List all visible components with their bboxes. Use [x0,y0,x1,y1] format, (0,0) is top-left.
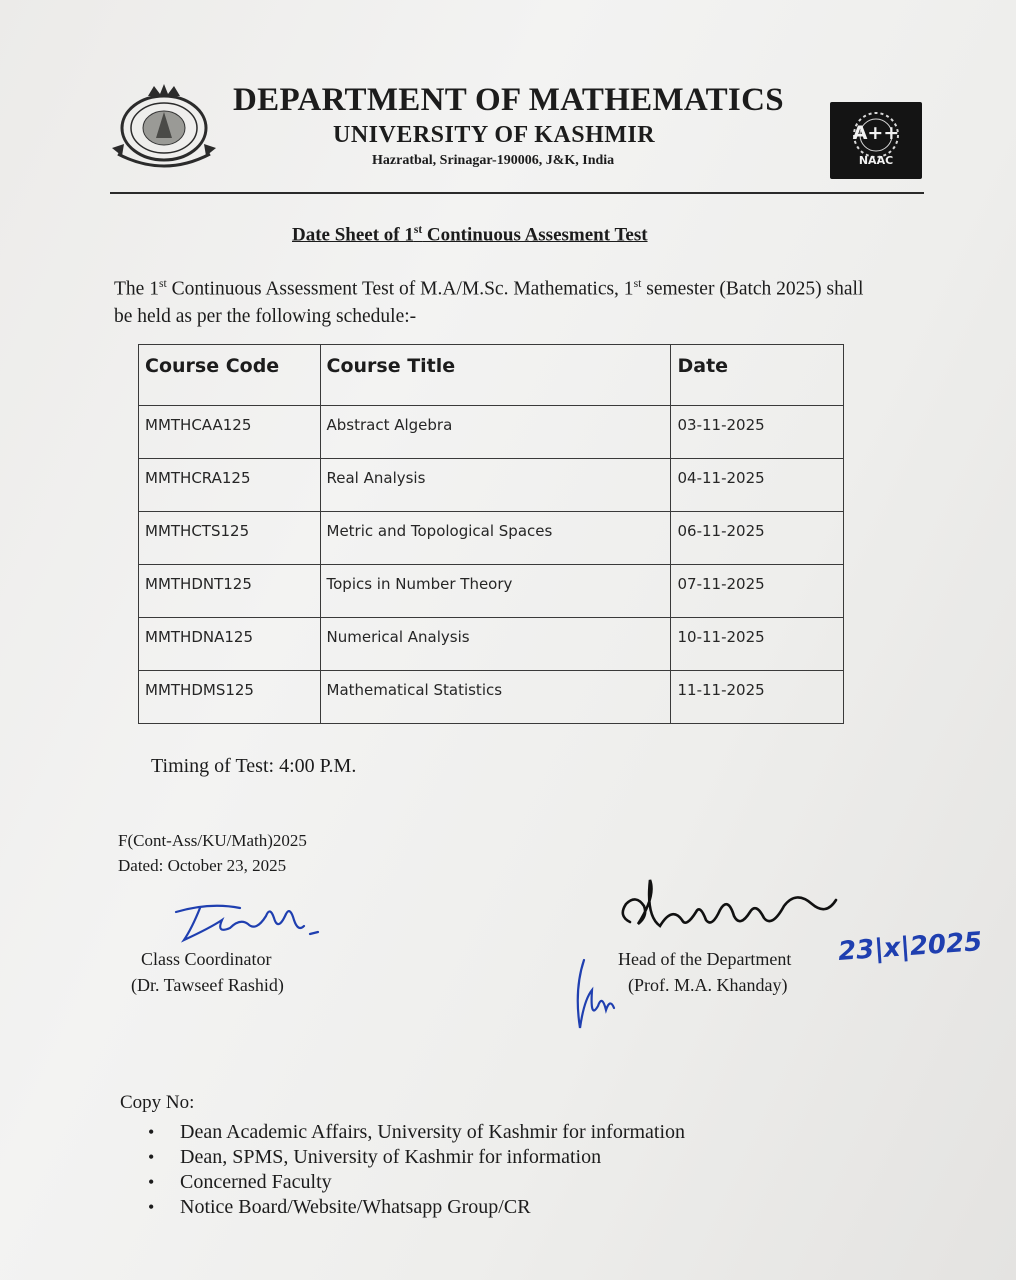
list-item: • Notice Board/Website/Whatsapp Group/CR [146,1195,685,1220]
table-row [139,618,844,671]
course-title-cell: Numerical Analysis [320,618,671,671]
coordinator-name: (Dr. Tawseef Rashid) [131,975,284,995]
coordinator-role: Class Coordinator [141,949,272,969]
course-title-cell: Topics in Number Theory [320,565,671,618]
course-title-cell: Real Analysis [320,459,671,512]
intro-part-1: The 1 [114,278,159,300]
test-timing: Timing of Test: 4:00 P.M. [151,755,357,777]
course-code-cell: MMTHDNT125 [139,565,321,618]
table-row [139,406,844,459]
naac-grade: A++ [852,122,900,144]
intro-sup-1: st [158,277,167,290]
university-address: Hazratbal, Srinagar-190006, J&K, India [372,153,615,168]
date-cell: 03-11-2025 [671,406,844,459]
course-title-cell: Metric and Topological Spaces [320,512,671,565]
table-row [139,671,844,724]
hod-role: Head of the Department [618,949,792,969]
course-code-cell: MMTHCRA125 [139,459,321,512]
university-heading: UNIVERSITY OF KASHMIR [333,122,656,148]
course-code-cell: MMTHCTS125 [139,512,321,565]
reference-block [118,828,307,878]
handwritten-signing-date: 23|x|2025 [837,927,984,967]
table-row [139,565,844,618]
reference-date: Dated: October 23, 2025 [118,856,287,875]
naac-label: NAAC [858,154,894,167]
hod-block [618,946,791,998]
document-subject [292,224,648,246]
hod-name: (Prof. M.A. Khanday) [628,975,788,995]
copy-recipient-list [146,1120,685,1220]
table-row [139,459,844,512]
coordinator-block [131,946,284,998]
subject-superscript: st [413,224,423,236]
course-code-cell: MMTHDNA125 [139,618,321,671]
date-cell: 07-11-2025 [671,565,844,618]
column-header-course-code: Course Code [139,345,321,406]
coordinator-signature [170,898,330,948]
list-item: • Concerned Faculty [146,1170,685,1195]
column-header-course-title: Course Title [320,345,671,406]
column-header-date: Date [671,345,844,406]
course-code-cell: MMTHCAA125 [139,406,321,459]
naac-badge [830,102,922,179]
course-code-cell: MMTHDMS125 [139,671,321,724]
intro-part-3: semester (Batch 2025) shall be held as per the following schedule:- [114,278,864,327]
department-heading: DEPARTMENT OF MATHEMATICS [233,82,784,118]
hod-signature [616,876,846,946]
date-cell: 10-11-2025 [671,618,844,671]
date-cell: 06-11-2025 [671,512,844,565]
course-title-cell: Abstract Algebra [320,406,671,459]
hod-initials-signature [570,950,620,1034]
date-cell: 04-11-2025 [671,459,844,512]
table-row [139,512,844,565]
course-title-cell: Mathematical Statistics [320,671,671,724]
copy-heading: Copy No: [120,1092,195,1113]
intro-sup-2: st [633,277,642,290]
subject-prefix: Date Sheet of 1 [292,224,414,246]
reference-number: F(Cont-Ass/KU/Math)2025 [118,831,307,850]
subject-suffix: Continuous Assesment Test [422,224,648,246]
intro-part-2: Continuous Assessment Test of M.A/M.Sc. Mathematics, 1 [166,278,634,300]
list-item: • Dean, SPMS, University of Kashmir for information [146,1145,685,1170]
schedule-table [138,344,844,724]
university-seal-logo [110,82,218,168]
table-header-row [139,345,844,406]
intro-paragraph [114,270,884,330]
header-divider [110,192,924,194]
list-item: • Dean Academic Affairs, University of Kashmir for information [146,1120,685,1145]
date-cell: 11-11-2025 [671,671,844,724]
